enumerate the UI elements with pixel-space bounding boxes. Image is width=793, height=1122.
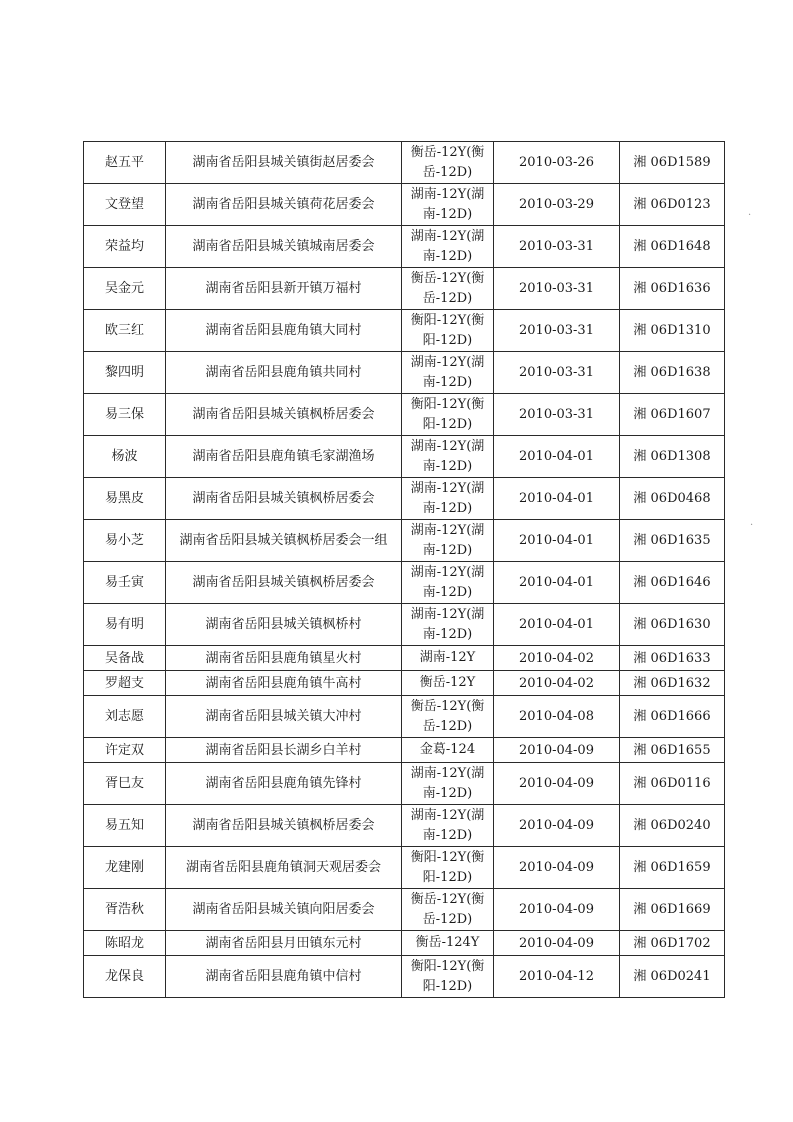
cell-model: 湖南-12Y(湖南-12D)	[402, 520, 494, 562]
cell-name: 吴备战	[84, 646, 166, 671]
cell-plate: 湘 06D1655	[620, 738, 725, 763]
cell-address: 湖南省岳阳县城关镇枫桥村	[166, 604, 402, 646]
table-row	[84, 436, 725, 478]
cell-date: 2010-03-31	[494, 268, 620, 310]
cell-address: 湖南省岳阳县鹿角镇毛家湖渔场	[166, 436, 402, 478]
cell-name: 易五知	[84, 805, 166, 847]
cell-name: 黎四明	[84, 352, 166, 394]
cell-name: 易有明	[84, 604, 166, 646]
cell-plate: 湘 06D1635	[620, 520, 725, 562]
cell-date: 2010-04-01	[494, 436, 620, 478]
cell-address: 湖南省岳阳县鹿角镇共同村	[166, 352, 402, 394]
cell-model: 衡阳-12Y(衡阳-12D)	[402, 847, 494, 889]
cell-date: 2010-03-31	[494, 394, 620, 436]
table-row	[84, 956, 725, 998]
cell-name: 龙保良	[84, 956, 166, 998]
table-row	[84, 604, 725, 646]
cell-model: 湖南-12Y	[402, 646, 494, 671]
cell-plate: 湘 06D1630	[620, 604, 725, 646]
table-row	[84, 671, 725, 696]
cell-model: 衡岳-12Y	[402, 671, 494, 696]
cell-name: 吴金元	[84, 268, 166, 310]
cell-date: 2010-04-01	[494, 604, 620, 646]
cell-plate: 湘 06D1607	[620, 394, 725, 436]
table-row	[84, 931, 725, 956]
cell-date: 2010-04-09	[494, 847, 620, 889]
cell-name: 易小芝	[84, 520, 166, 562]
cell-plate: 湘 06D1589	[620, 142, 725, 184]
scan-speck: ·	[750, 520, 754, 531]
cell-date: 2010-04-12	[494, 956, 620, 998]
cell-address: 湖南省岳阳县长湖乡白羊村	[166, 738, 402, 763]
table-row	[84, 646, 725, 671]
cell-date: 2010-04-02	[494, 671, 620, 696]
cell-model: 湖南-12Y(湖南-12D)	[402, 805, 494, 847]
table-row	[84, 226, 725, 268]
cell-date: 2010-04-09	[494, 931, 620, 956]
table-row	[84, 394, 725, 436]
table-row	[84, 696, 725, 738]
cell-address: 湖南省岳阳县鹿角镇中信村	[166, 956, 402, 998]
cell-date: 2010-03-29	[494, 184, 620, 226]
cell-model: 衡阳-12Y(衡阳-12D)	[402, 310, 494, 352]
cell-plate: 湘 06D1638	[620, 352, 725, 394]
cell-name: 胥巳友	[84, 763, 166, 805]
cell-address: 湖南省岳阳县城关镇街赵居委会	[166, 142, 402, 184]
cell-address: 湖南省岳阳县城关镇枫桥居委会一组	[166, 520, 402, 562]
cell-model: 衡岳-12Y(衡岳-12D)	[402, 696, 494, 738]
cell-plate: 湘 06D1646	[620, 562, 725, 604]
cell-date: 2010-04-08	[494, 696, 620, 738]
table-row	[84, 478, 725, 520]
cell-model: 衡阳-12Y(衡阳-12D)	[402, 394, 494, 436]
cell-name: 易三保	[84, 394, 166, 436]
cell-plate: 湘 06D1636	[620, 268, 725, 310]
cell-address: 湖南省岳阳县城关镇枫桥居委会	[166, 394, 402, 436]
cell-plate: 湘 06D1666	[620, 696, 725, 738]
cell-model: 湖南-12Y(湖南-12D)	[402, 226, 494, 268]
cell-date: 2010-04-02	[494, 646, 620, 671]
cell-address: 湖南省岳阳县城关镇荷花居委会	[166, 184, 402, 226]
cell-date: 2010-04-09	[494, 889, 620, 931]
table-row	[84, 738, 725, 763]
cell-model: 衡阳-12Y(衡阳-12D)	[402, 956, 494, 998]
cell-plate: 湘 06D0468	[620, 478, 725, 520]
cell-model: 湖南-12Y(湖南-12D)	[402, 352, 494, 394]
cell-plate: 湘 06D1632	[620, 671, 725, 696]
cell-name: 刘志愿	[84, 696, 166, 738]
cell-address: 湖南省岳阳县城关镇城南居委会	[166, 226, 402, 268]
cell-model: 衡岳-12Y(衡岳-12D)	[402, 268, 494, 310]
cell-plate: 湘 06D1633	[620, 646, 725, 671]
cell-address: 湖南省岳阳县鹿角镇先锋村	[166, 763, 402, 805]
cell-model: 湖南-12Y(湖南-12D)	[402, 478, 494, 520]
table-row	[84, 268, 725, 310]
cell-name: 文登望	[84, 184, 166, 226]
table-row	[84, 847, 725, 889]
cell-model: 湖南-12Y(湖南-12D)	[402, 436, 494, 478]
cell-model: 湖南-12Y(湖南-12D)	[402, 604, 494, 646]
cell-model: 金葛-124	[402, 738, 494, 763]
cell-address: 湖南省岳阳县城关镇大冲村	[166, 696, 402, 738]
cell-name: 欧三红	[84, 310, 166, 352]
cell-name: 荣益均	[84, 226, 166, 268]
cell-model: 湖南-12Y(湖南-12D)	[402, 184, 494, 226]
cell-model: 衡岳-12Y(衡岳-12D)	[402, 889, 494, 931]
cell-plate: 湘 06D0123	[620, 184, 725, 226]
cell-date: 2010-03-26	[494, 142, 620, 184]
cell-model: 衡岳-12Y(衡岳-12D)	[402, 142, 494, 184]
cell-address: 湖南省岳阳县月田镇东元村	[166, 931, 402, 956]
table-row	[84, 520, 725, 562]
table-row	[84, 889, 725, 931]
cell-model: 衡岳-124Y	[402, 931, 494, 956]
cell-date: 2010-04-09	[494, 805, 620, 847]
cell-plate: 湘 06D0116	[620, 763, 725, 805]
cell-plate: 湘 06D1702	[620, 931, 725, 956]
cell-address: 湖南省岳阳县城关镇枫桥居委会	[166, 562, 402, 604]
cell-date: 2010-04-09	[494, 763, 620, 805]
cell-name: 陈昭龙	[84, 931, 166, 956]
cell-date: 2010-03-31	[494, 352, 620, 394]
cell-address: 湖南省岳阳县鹿角镇星火村	[166, 646, 402, 671]
cell-plate: 湘 06D1659	[620, 847, 725, 889]
cell-name: 罗超支	[84, 671, 166, 696]
registration-table-body	[84, 142, 725, 998]
cell-name: 易黑皮	[84, 478, 166, 520]
cell-plate: 湘 06D0240	[620, 805, 725, 847]
cell-model: 湖南-12Y(湖南-12D)	[402, 562, 494, 604]
cell-name: 龙建刚	[84, 847, 166, 889]
cell-plate: 湘 06D1310	[620, 310, 725, 352]
table-row	[84, 184, 725, 226]
cell-address: 湖南省岳阳县城关镇向阳居委会	[166, 889, 402, 931]
cell-plate: 湘 06D1669	[620, 889, 725, 931]
table-row	[84, 562, 725, 604]
cell-date: 2010-03-31	[494, 226, 620, 268]
cell-date: 2010-04-09	[494, 738, 620, 763]
cell-address: 湖南省岳阳县鹿角镇洞天观居委会	[166, 847, 402, 889]
cell-date: 2010-04-01	[494, 562, 620, 604]
table-row	[84, 763, 725, 805]
cell-address: 湖南省岳阳县新开镇万福村	[166, 268, 402, 310]
cell-date: 2010-04-01	[494, 520, 620, 562]
table-row	[84, 352, 725, 394]
table-row	[84, 310, 725, 352]
cell-name: 许定双	[84, 738, 166, 763]
cell-name: 赵五平	[84, 142, 166, 184]
cell-model: 湖南-12Y(湖南-12D)	[402, 763, 494, 805]
table-row	[84, 805, 725, 847]
cell-date: 2010-04-01	[494, 478, 620, 520]
cell-address: 湖南省岳阳县鹿角镇牛高村	[166, 671, 402, 696]
cell-address: 湖南省岳阳县城关镇枫桥居委会	[166, 478, 402, 520]
registration-table	[83, 141, 725, 998]
cell-address: 湖南省岳阳县鹿角镇大同村	[166, 310, 402, 352]
scan-speck: ·	[748, 210, 752, 221]
cell-name: 易壬寅	[84, 562, 166, 604]
cell-name: 杨波	[84, 436, 166, 478]
cell-name: 胥浩秋	[84, 889, 166, 931]
cell-address: 湖南省岳阳县城关镇枫桥居委会	[166, 805, 402, 847]
cell-plate: 湘 06D1308	[620, 436, 725, 478]
cell-date: 2010-03-31	[494, 310, 620, 352]
cell-plate: 湘 06D1648	[620, 226, 725, 268]
cell-plate: 湘 06D0241	[620, 956, 725, 998]
table-row	[84, 142, 725, 184]
